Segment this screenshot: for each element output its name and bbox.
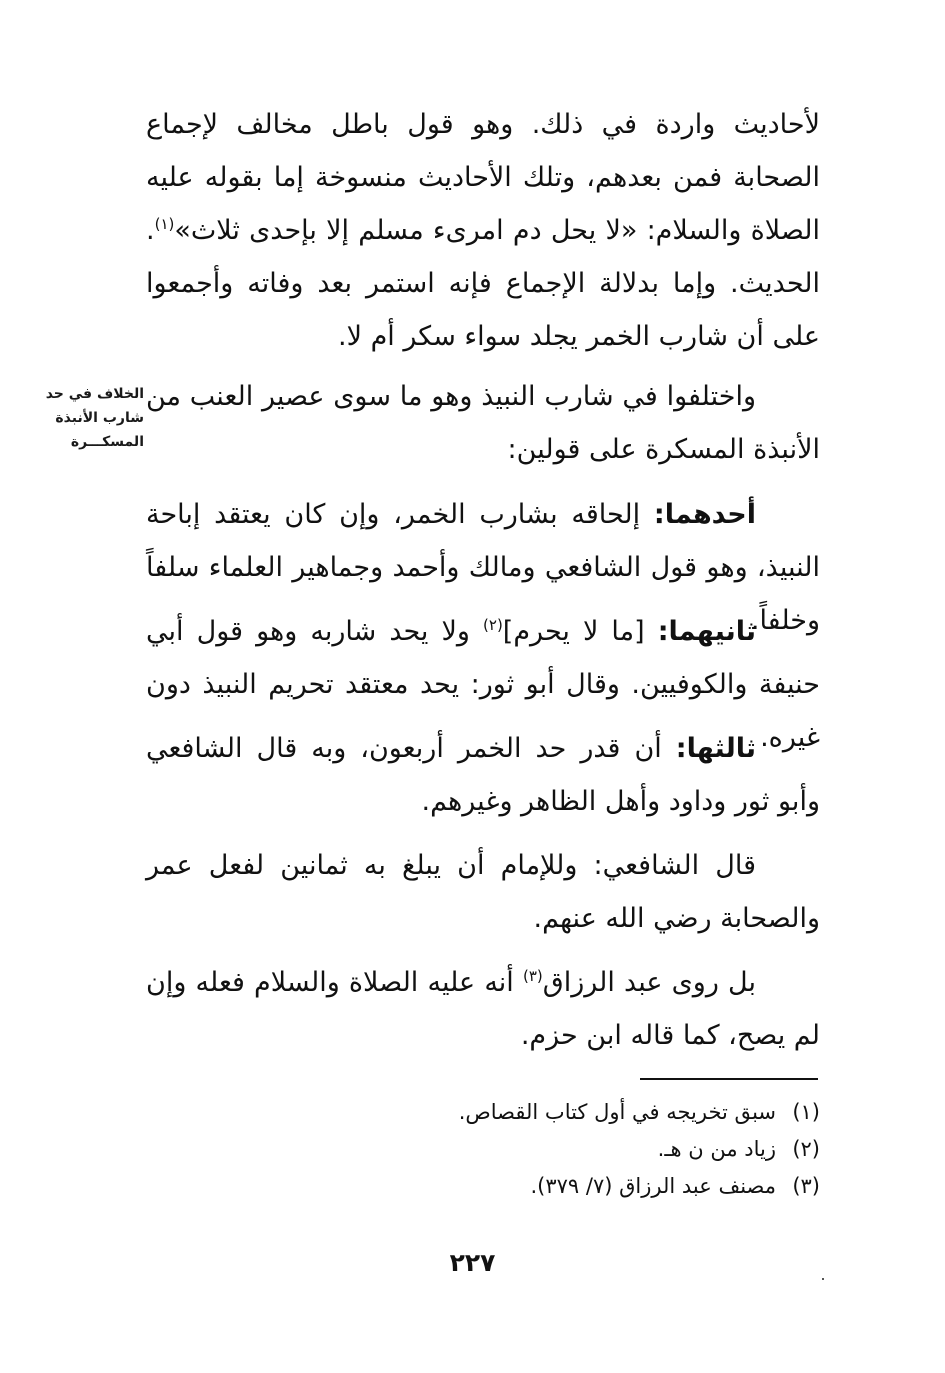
footnote-text: زياد من ن هـ. [657,1137,776,1161]
footnotes-list [360,1094,820,1205]
margin-note-line-1: الخلاف في حد [45,386,144,402]
paragraph-3-text: إلحاقه بشارب الخمر، وإن كان يعتقد إباحة النبيذ، وهو قول الشافعي ومالك وأحمد وجماهير العلماء سلفاً وخلفاً. [146,499,820,636]
footnote-ref-2: (٢) [483,616,503,634]
footnote-item [360,1168,820,1205]
paragraph-7-text-a: بل روى عبد الرزاق [542,967,756,998]
paragraph-4-lead: ثانيهما: [657,616,756,647]
paragraph-5 [146,722,820,828]
footnote-item [360,1131,820,1168]
paragraph-2: واختلفوا في شارب النبيذ وهو ما سوى عصير العنب من الأنبذة المسكرة على قولين: [146,381,820,465]
footnote-number: (٢) [792,1137,820,1161]
paragraph-5-text: أن قدر حد الخمر أربعون، وبه قال الشافعي وأبو ثور وداود وأهل الظاهر وغيرهم. [146,733,820,817]
paragraph-1 [146,98,820,363]
footnote-text: سبق تخريجه في أول كتاب القصاص. [458,1100,776,1124]
margin-note [44,382,144,454]
paragraph-5-lead: ثالثها: [675,733,756,764]
paragraph-1-text: لأحاديث واردة في ذلك. وهو قول باطل مخالف لإجماع الصحابة فمن بعدهم، وتلك الأحاديث منسوخة إما بقوله عليه الصلاة والسلام: «لا يحل دم امرىء مسلم إلا بإحدى ثلاث» [146,109,820,246]
paragraph-7 [146,956,820,1062]
paragraph-1-tail: . الحديث. وإما بدلالة الإجماع فإنه استمر بعد وفاته وأجمعوا على أن شارب الخمر يجلد سواء سكر أم لا. [146,215,820,352]
footnote-ref-3: (٣) [522,967,543,985]
margin-note-line-2: شارب الأنبذة [55,410,144,426]
paragraph-4-text-b: ولا يحد شاربه وهو قول أبي حنيفة والكوفيين. وقال أبو ثور: يحد معتقد تحريم النبيذ دون غيره. [146,616,820,753]
footnote-number: (٣) [792,1174,820,1198]
page-number: ٢٢٧ [449,1248,496,1277]
paragraph-4-text-a: [ما لا يحرم] [502,616,658,647]
paragraph-7-text-b: أنه عليه الصلاة والسلام فعله وإن لم يصح، كما قاله ابن حزم. [146,967,820,1051]
paragraph-3-lead: أحدهما: [653,499,756,530]
margin-note-line-3: المسكـــرة [70,434,144,450]
footnote-text: مصنف عبد الرزاق (٧/ ٣٧٩). [530,1174,776,1198]
footnote-item [360,1094,820,1131]
paragraph-6: قال الشافعي: وللإمام أن يبلغ به ثمانين لفعل عمر والصحابة رضي الله عنهم. [146,850,820,934]
footnote-divider [640,1078,818,1080]
footnote-ref-1: (١) [154,215,175,233]
scan-speck [822,1278,824,1280]
footnote-number: (١) [792,1100,820,1124]
